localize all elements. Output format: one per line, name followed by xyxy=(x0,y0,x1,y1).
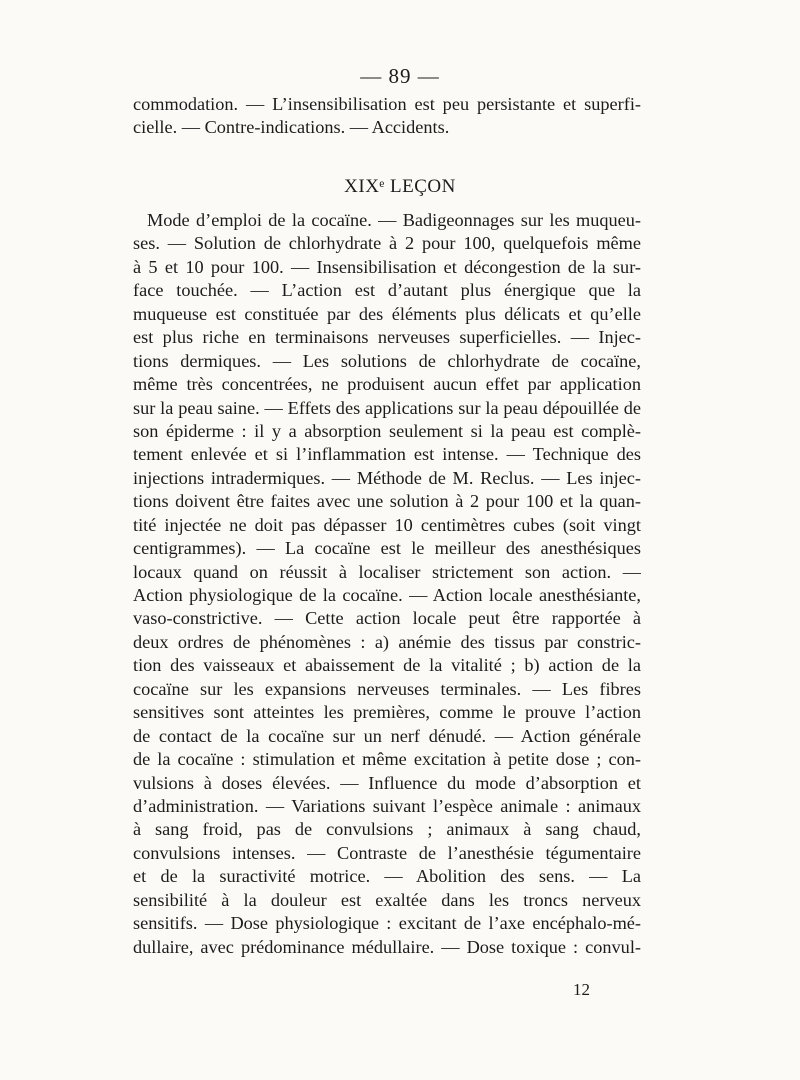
page-number: — 89 — xyxy=(360,64,440,88)
text-line: tions doivent être faites avec une solution à 2 pour 100 et la quan- xyxy=(133,491,641,512)
text-line: tion des vaisseaux et abaissement de la vitalité ; b) action de la xyxy=(133,655,641,676)
text-line: tement enlevée et si l’inflammation est intense. — Technique des xyxy=(133,444,641,465)
text-line: cielle. — Contre-indications. — Accidents. xyxy=(133,117,450,138)
text-line: à 5 et 10 pour 100. — Insensibilisation et décongestion de la sur- xyxy=(133,256,641,277)
lesson-heading: XIXᵉ LEÇON xyxy=(344,176,456,197)
printer-signature-mark: 12 xyxy=(573,980,590,999)
text-line: dullaire, avec prédominance médullaire. — Dose toxique : convul- xyxy=(133,936,641,957)
text-line: sensitives sont atteintes les premières, comme le prouve l’action xyxy=(133,702,641,723)
text-line: vaso-constrictive. — Cette action locale peut être rapportée à xyxy=(133,608,641,629)
text-line: tité injectée ne doit pas dépasser 10 centimètres cubes (soit vingt xyxy=(133,514,641,535)
text-line: injections intradermiques. — Méthode de M. Reclus. — Les injec- xyxy=(133,467,641,488)
text-line: sur la peau saine. — Effets des applications sur la peau dépouillée de xyxy=(133,397,641,418)
text-line: face touchée. — L’action est d’autant plus énergique que la xyxy=(133,280,641,301)
text-line: sensibilité à la douleur est exaltée dans les troncs nerveux xyxy=(133,889,641,910)
intro-paragraph xyxy=(133,93,641,140)
text-line: son épiderme : il y a absorption seulement si la peau est complè- xyxy=(133,420,641,441)
text-line: deux ordres de phénomènes : a) anémie des tissus par constric- xyxy=(133,631,641,652)
text-line: est plus riche en terminaisons nerveuses superficielles. — Injec- xyxy=(133,327,641,348)
text-line: centigrammes). — La cocaïne est le meilleur des anesthésiques xyxy=(133,538,641,559)
text-line: Action physiologique de la cocaïne. — Action locale anesthésiante, xyxy=(133,585,641,605)
text-line: vulsions à doses élevées. — Influence du mode d’absorption et xyxy=(133,772,641,793)
text-line: Mode d’emploi de la cocaïne. — Badigeonnages sur les muqueu- xyxy=(147,210,641,230)
text-line: de la cocaïne : stimulation et même excitation à petite dose ; con- xyxy=(133,749,641,770)
text-line: même très concentrées, ne produisent aucun effet par application xyxy=(133,374,641,395)
text-line: de contact de la cocaïne sur un nerf dénudé. — Action générale xyxy=(133,725,641,746)
text-line: sensitifs. — Dose physiologique : excitant de l’axe encéphalo-mé- xyxy=(133,913,641,934)
text-line: d’administration. — Variations suivant l’espèce animale : animaux xyxy=(133,795,641,816)
lesson-summary-paragraph xyxy=(133,209,641,959)
text-line: locaux quand on réussit à localiser strictement son action. — xyxy=(133,561,641,582)
text-line: muqueuse est constituée par des éléments plus délicats et qu’elle xyxy=(133,303,641,324)
text-line: et de la suractivité motrice. — Abolition des sens. — La xyxy=(133,866,641,887)
text-line: à sang froid, pas de convulsions ; animaux à sang chaud, xyxy=(133,819,641,840)
text-line: commodation. — L’insensibilisation est peu persistante et superfi- xyxy=(133,94,641,114)
text-line: ses. — Solution de chlorhydrate à 2 pour 100, quelquefois même xyxy=(133,233,641,254)
text-line: cocaïne sur les expansions nerveuses terminales. — Les fibres xyxy=(133,678,641,699)
text-line: convulsions intenses. — Contraste de l’anesthésie tégumentaire xyxy=(133,842,641,863)
text-line: tions dermiques. — Les solutions de chlorhydrate de cocaïne, xyxy=(133,350,641,371)
